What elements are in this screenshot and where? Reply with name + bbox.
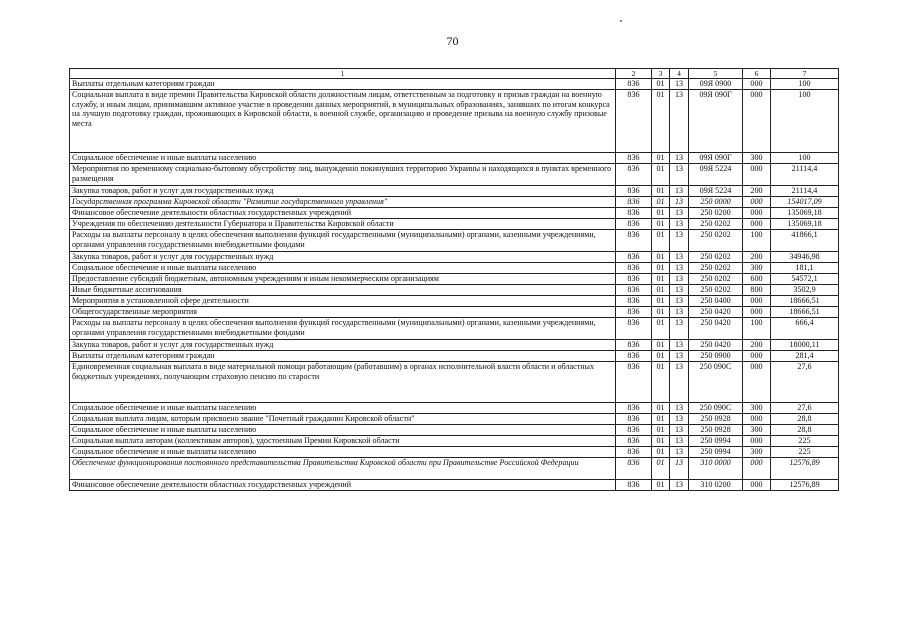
row-name-cell: Социальное обеспечение и иные выплаты населению — [70, 403, 616, 414]
row-subsection-cell: 13 — [670, 403, 689, 414]
row-section-cell: 01 — [652, 90, 670, 153]
table-row — [70, 285, 839, 296]
row-code-cell: 836 — [616, 274, 652, 285]
row-name-cell: Социальная выплата авторам (коллективам авторов), удостоенным Премии Кировской области — [70, 436, 616, 447]
row-amount-cell: 18666,51 — [771, 296, 839, 307]
row-code-cell: 836 — [616, 208, 652, 219]
table-row — [70, 208, 839, 219]
table-row — [70, 197, 839, 208]
row-amount-cell: 135069,18 — [771, 208, 839, 219]
row-section-cell: 01 — [652, 79, 670, 90]
row-expense-type-cell: 100 — [743, 318, 771, 340]
table-row — [70, 274, 839, 285]
table-row — [70, 230, 839, 252]
row-code-cell: 836 — [616, 197, 652, 208]
row-name-cell: Учреждения по обеспечению деятельности Губернатора и Правительства Кировской области — [70, 219, 616, 230]
row-amount-cell: 27,6 — [771, 362, 839, 403]
row-section-cell: 01 — [652, 252, 670, 263]
row-target-article-cell: 250 0202 — [689, 274, 743, 285]
row-section-cell: 01 — [652, 447, 670, 458]
row-amount-cell: 12576,89 — [771, 480, 839, 491]
row-section-cell: 01 — [652, 285, 670, 296]
row-target-article-cell: 250 0928 — [689, 425, 743, 436]
row-target-article-cell: 250 0400 — [689, 296, 743, 307]
row-section-cell: 01 — [652, 480, 670, 491]
row-expense-type-cell: 000 — [743, 307, 771, 318]
row-subsection-cell: 13 — [670, 90, 689, 153]
row-expense-type-cell: 000 — [743, 414, 771, 425]
row-name-cell: Мероприятия в установленной сфере деятельности — [70, 296, 616, 307]
row-target-article-cell: 250 0202 — [689, 285, 743, 296]
table-row — [70, 307, 839, 318]
row-expense-type-cell: 000 — [743, 219, 771, 230]
row-expense-type-cell: 000 — [743, 458, 771, 480]
row-section-cell: 01 — [652, 186, 670, 197]
row-subsection-cell: 13 — [670, 458, 689, 480]
row-subsection-cell: 13 — [670, 274, 689, 285]
row-target-article-cell: 250 0000 — [689, 197, 743, 208]
row-target-article-cell: 09Я 0900 — [689, 79, 743, 90]
row-expense-type-cell: 000 — [743, 197, 771, 208]
row-target-article-cell: 250 0420 — [689, 307, 743, 318]
row-name-cell: Социальная выплата в виде премии Правительства Кировской области должностным лицам, ответственным за подготовку и призыв граждан на военную службу, и иным лицам, принимавшим активное участие в проведении данных мероприятий, в муниципальных образованиях, занявших по итогам конкурса на лучшую подготовку граждан, проживающих в Кировской области, к военной службе, организацию и проведение призыва на военную службу призовые места — [70, 90, 616, 153]
row-code-cell: 836 — [616, 351, 652, 362]
table-row — [70, 351, 839, 362]
row-section-cell: 01 — [652, 153, 670, 164]
row-expense-type-cell: 000 — [743, 436, 771, 447]
row-subsection-cell: 13 — [670, 425, 689, 436]
row-expense-type-cell: 000 — [743, 362, 771, 403]
row-code-cell: 836 — [616, 414, 652, 425]
row-name-cell: Выплаты отдельным категориям граждан — [70, 351, 616, 362]
row-target-article-cell: 310 0000 — [689, 458, 743, 480]
row-name-cell: Расходы на выплаты персоналу в целях обеспечения выполнения функций государственными (муниципальными) органами, казенными учреждениями, органами управления государственными внебюджетными фондами — [70, 318, 616, 340]
row-subsection-cell: 13 — [670, 436, 689, 447]
row-expense-type-cell: 200 — [743, 340, 771, 351]
header-cell: 6 — [743, 69, 771, 79]
row-amount-cell: 100 — [771, 79, 839, 90]
row-amount-cell: 100 — [771, 90, 839, 153]
header-cell: 1 — [70, 69, 616, 79]
header-cell: 2 — [616, 69, 652, 79]
row-section-cell: 01 — [652, 230, 670, 252]
table-row — [70, 340, 839, 351]
table-row — [70, 318, 839, 340]
row-section-cell: 01 — [652, 425, 670, 436]
row-target-article-cell: 250 0900 — [689, 351, 743, 362]
row-target-article-cell: 250 0420 — [689, 340, 743, 351]
row-section-cell: 01 — [652, 197, 670, 208]
row-amount-cell: 181,1 — [771, 263, 839, 274]
row-target-article-cell: 09Я 090Г — [689, 153, 743, 164]
row-subsection-cell: 13 — [670, 208, 689, 219]
row-code-cell: 836 — [616, 219, 652, 230]
row-amount-cell: 281,4 — [771, 351, 839, 362]
row-code-cell: 836 — [616, 285, 652, 296]
table-row — [70, 362, 839, 403]
row-subsection-cell: 13 — [670, 414, 689, 425]
row-expense-type-cell: 000 — [743, 296, 771, 307]
row-amount-cell: 54572,1 — [771, 274, 839, 285]
row-section-cell: 01 — [652, 318, 670, 340]
row-target-article-cell: 250 0202 — [689, 230, 743, 252]
row-section-cell: 01 — [652, 296, 670, 307]
row-amount-cell: 154017,09 — [771, 197, 839, 208]
row-section-cell: 01 — [652, 208, 670, 219]
row-subsection-cell: 13 — [670, 230, 689, 252]
row-name-cell: Иные бюджетные ассигнования — [70, 285, 616, 296]
row-target-article-cell: 250 0202 — [689, 252, 743, 263]
row-amount-cell: 28,8 — [771, 425, 839, 436]
row-subsection-cell: 13 — [670, 285, 689, 296]
row-code-cell: 836 — [616, 447, 652, 458]
row-name-cell: Закупка товаров, работ и услуг для государственных нужд — [70, 340, 616, 351]
row-target-article-cell: 250 090С — [689, 362, 743, 403]
row-section-cell: 01 — [652, 436, 670, 447]
row-amount-cell: 18000,11 — [771, 340, 839, 351]
row-expense-type-cell: 000 — [743, 351, 771, 362]
row-expense-type-cell: 300 — [743, 447, 771, 458]
row-code-cell: 836 — [616, 79, 652, 90]
row-section-cell: 01 — [652, 263, 670, 274]
row-amount-cell: 100 — [771, 153, 839, 164]
row-amount-cell: 21114,4 — [771, 164, 839, 186]
row-amount-cell: 225 — [771, 447, 839, 458]
row-amount-cell: 3502,9 — [771, 285, 839, 296]
row-code-cell: 836 — [616, 296, 652, 307]
row-expense-type-cell: 300 — [743, 153, 771, 164]
row-section-cell: 01 — [652, 164, 670, 186]
table-row — [70, 480, 839, 491]
row-amount-cell: 34946,98 — [771, 252, 839, 263]
row-subsection-cell: 13 — [670, 263, 689, 274]
row-section-cell: 01 — [652, 458, 670, 480]
row-subsection-cell: 13 — [670, 164, 689, 186]
row-name-cell: Финансовое обеспечение деятельности областных государственных учреждений — [70, 480, 616, 491]
row-expense-type-cell: 100 — [743, 230, 771, 252]
row-code-cell: 836 — [616, 252, 652, 263]
header-cell: 3 — [652, 69, 670, 79]
row-code-cell: 836 — [616, 480, 652, 491]
row-name-cell: Социальное обеспечение и иные выплаты населению — [70, 263, 616, 274]
row-subsection-cell: 13 — [670, 447, 689, 458]
table-row — [70, 263, 839, 274]
row-name-cell: Социальное обеспечение и иные выплаты населению — [70, 425, 616, 436]
row-expense-type-cell: 200 — [743, 186, 771, 197]
row-code-cell: 836 — [616, 362, 652, 403]
table-row — [70, 153, 839, 164]
row-code-cell: 836 — [616, 153, 652, 164]
row-code-cell: 836 — [616, 90, 652, 153]
row-section-cell: 01 — [652, 403, 670, 414]
table-row — [70, 414, 839, 425]
row-subsection-cell: 13 — [670, 318, 689, 340]
row-target-article-cell: 09Я 5224 — [689, 186, 743, 197]
row-subsection-cell: 13 — [670, 153, 689, 164]
table-row — [70, 186, 839, 197]
table-row — [70, 252, 839, 263]
table-row — [70, 164, 839, 186]
row-name-cell: Выплаты отдельным категориям граждан — [70, 79, 616, 90]
row-target-article-cell: 09Я 090Г — [689, 90, 743, 153]
table-row — [70, 403, 839, 414]
row-code-cell: 836 — [616, 340, 652, 351]
row-amount-cell: 12576,89 — [771, 458, 839, 480]
row-expense-type-cell: 000 — [743, 164, 771, 186]
row-code-cell: 836 — [616, 436, 652, 447]
header-cell: 5 — [689, 69, 743, 79]
row-expense-type-cell: 800 — [743, 285, 771, 296]
row-subsection-cell: 13 — [670, 362, 689, 403]
header-cell: 4 — [670, 69, 689, 79]
row-code-cell: 836 — [616, 307, 652, 318]
row-section-cell: 01 — [652, 340, 670, 351]
row-amount-cell: 28,8 — [771, 414, 839, 425]
row-subsection-cell: 13 — [670, 340, 689, 351]
row-amount-cell: 225 — [771, 436, 839, 447]
row-expense-type-cell: 000 — [743, 90, 771, 153]
row-name-cell: Мероприятия по временному социально-бытовому обустройству лиц, вынужденно покинувших территорию Украины и находящихся в пунктах временного размещения — [70, 164, 616, 186]
row-amount-cell: 27,6 — [771, 403, 839, 414]
row-section-cell: 01 — [652, 351, 670, 362]
page-number: 70 — [446, 34, 459, 48]
row-section-cell: 01 — [652, 219, 670, 230]
row-expense-type-cell: 600 — [743, 274, 771, 285]
row-amount-cell: 135069,18 — [771, 219, 839, 230]
row-amount-cell: 666,4 — [771, 318, 839, 340]
row-section-cell: 01 — [652, 307, 670, 318]
header-cell: 7 — [771, 69, 839, 79]
row-target-article-cell: 250 0928 — [689, 414, 743, 425]
row-section-cell: 01 — [652, 414, 670, 425]
row-name-cell: Социальное обеспечение и иные выплаты населению — [70, 447, 616, 458]
row-code-cell: 836 — [616, 403, 652, 414]
table-row — [70, 458, 839, 480]
row-code-cell: 836 — [616, 263, 652, 274]
row-name-cell: Предоставление субсидий бюджетным, автономным учреждениям и иным некоммерческим организациям — [70, 274, 616, 285]
table-row — [70, 219, 839, 230]
row-target-article-cell: 250 0200 — [689, 208, 743, 219]
scan-speck — [620, 20, 622, 22]
row-expense-type-cell: 300 — [743, 403, 771, 414]
row-expense-type-cell: 000 — [743, 208, 771, 219]
row-name-cell: Единовременная социальная выплата в виде материальной помощи работающим (работавшим) в органах исполнительной власти области и областных бюджетных учреждениях, получающим страховую пенсию по старости — [70, 362, 616, 403]
row-target-article-cell: 250 0420 — [689, 318, 743, 340]
row-subsection-cell: 13 — [670, 351, 689, 362]
row-name-cell: Расходы на выплаты персоналу в целях обеспечения выполнения функций государственными (муниципальными) органами, казенными учреждениями, органами управления государственными внебюджетными фондами — [70, 230, 616, 252]
row-target-article-cell: 250 090С — [689, 403, 743, 414]
table-header-row — [70, 69, 839, 79]
row-name-cell: Общегосударственные мероприятия — [70, 307, 616, 318]
row-code-cell: 836 — [616, 164, 652, 186]
row-target-article-cell: 250 0994 — [689, 447, 743, 458]
row-amount-cell: 21114,4 — [771, 186, 839, 197]
row-target-article-cell: 09Я 5224 — [689, 164, 743, 186]
row-expense-type-cell: 300 — [743, 263, 771, 274]
row-code-cell: 836 — [616, 318, 652, 340]
row-code-cell: 836 — [616, 425, 652, 436]
row-amount-cell: 18666,51 — [771, 307, 839, 318]
row-expense-type-cell: 000 — [743, 480, 771, 491]
row-expense-type-cell: 200 — [743, 252, 771, 263]
table-row — [70, 425, 839, 436]
row-subsection-cell: 13 — [670, 79, 689, 90]
row-name-cell: Закупка товаров, работ и услуг для государственных нужд — [70, 186, 616, 197]
table-row — [70, 79, 839, 90]
row-expense-type-cell: 000 — [743, 79, 771, 90]
row-section-cell: 01 — [652, 274, 670, 285]
table-row — [70, 90, 839, 153]
row-subsection-cell: 13 — [670, 219, 689, 230]
row-name-cell: Социальная выплата лицам, которым присвоено звание "Почетный гражданин Кировской области" — [70, 414, 616, 425]
row-name-cell: Обеспечение функционирования постоянного представительства Правительства Кировской области при Правительстве Российской Федерации — [70, 458, 616, 480]
row-target-article-cell: 250 0994 — [689, 436, 743, 447]
row-name-cell: Государственная программа Кировской области "Развитие государственного управления" — [70, 197, 616, 208]
row-code-cell: 836 — [616, 458, 652, 480]
row-section-cell: 01 — [652, 362, 670, 403]
row-expense-type-cell: 300 — [743, 425, 771, 436]
row-subsection-cell: 13 — [670, 197, 689, 208]
budget-table — [69, 68, 839, 491]
row-target-article-cell: 310 0200 — [689, 480, 743, 491]
table-row — [70, 447, 839, 458]
row-subsection-cell: 13 — [670, 296, 689, 307]
row-subsection-cell: 13 — [670, 480, 689, 491]
row-subsection-cell: 13 — [670, 307, 689, 318]
row-subsection-cell: 13 — [670, 252, 689, 263]
row-target-article-cell: 250 0202 — [689, 219, 743, 230]
row-subsection-cell: 13 — [670, 186, 689, 197]
row-amount-cell: 41866,1 — [771, 230, 839, 252]
table-row — [70, 296, 839, 307]
row-name-cell: Финансовое обеспечение деятельности областных государственных учреждений — [70, 208, 616, 219]
row-target-article-cell: 250 0202 — [689, 263, 743, 274]
row-name-cell: Социальное обеспечение и иные выплаты населению — [70, 153, 616, 164]
row-name-cell: Закупка товаров, работ и услуг для государственных нужд — [70, 252, 616, 263]
row-code-cell: 836 — [616, 186, 652, 197]
row-code-cell: 836 — [616, 230, 652, 252]
table-row — [70, 436, 839, 447]
